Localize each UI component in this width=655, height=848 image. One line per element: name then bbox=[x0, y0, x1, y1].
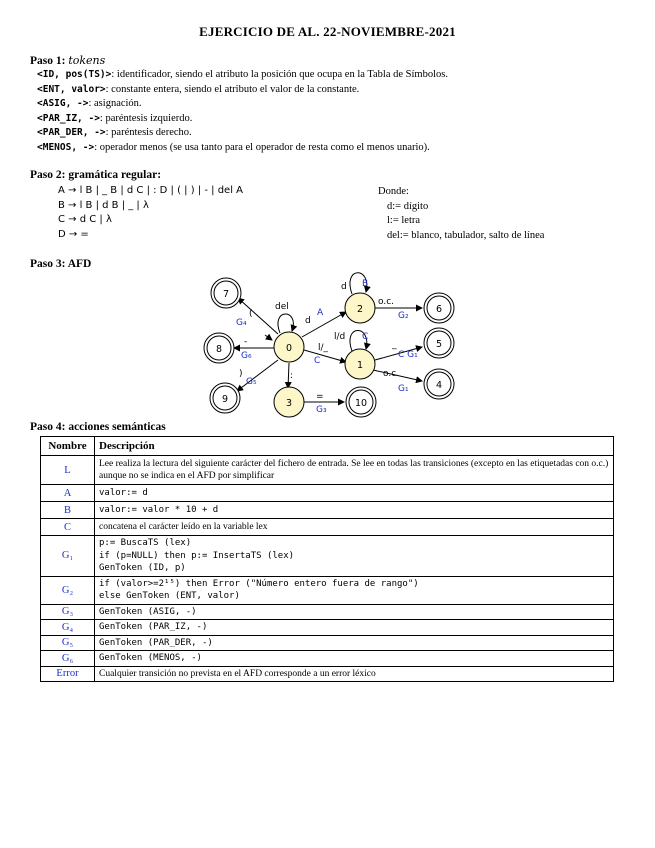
action-label: G₄ bbox=[236, 318, 247, 328]
table-row: G₂ if (valor>=2¹⁵) then Error ("Número entero fuera de rango") else GenToken (ENT, valor) bbox=[41, 576, 614, 604]
table-header-row bbox=[41, 437, 614, 456]
state-0: 0 bbox=[285, 343, 293, 354]
grammar-rule: C → d C | λ bbox=[58, 214, 112, 225]
state-8: 8 bbox=[215, 344, 223, 355]
token-item: <ID, pos(TS)>: identificador, siendo el atributo la posición que ocupa en la Tabla de Símbolos. bbox=[37, 69, 448, 80]
semantic-actions-table bbox=[40, 436, 614, 682]
table-row: A valor:= d bbox=[41, 485, 614, 502]
action-label: A bbox=[317, 308, 324, 318]
action-label: G₃ bbox=[316, 405, 327, 415]
state-6: 6 bbox=[435, 304, 443, 315]
action-label: B bbox=[362, 279, 369, 289]
token-item: <MENOS, ->: operador menos (se usa tanto para el operador de resta como el menos unario). bbox=[37, 141, 430, 153]
edge-label: ) bbox=[239, 369, 243, 379]
edge-label: del bbox=[275, 302, 289, 312]
action-label: C G₁ bbox=[398, 350, 418, 360]
edge-label: ( bbox=[249, 309, 253, 319]
state-5: 5 bbox=[435, 339, 443, 350]
table-row: L Lee realiza la lectura del siguiente carácter del fichero de entrada. Se lee en todas las transiciones (excepto en las etiquetadas con o.c.) aunque no se indica en el AFD por simplificar bbox=[41, 456, 614, 485]
edge-label: l/_ bbox=[318, 343, 329, 353]
edge-label: o.c. bbox=[383, 369, 400, 379]
page-title: EJERCICIO DE AL. 22-NOVIEMBRE-2021 bbox=[199, 24, 456, 39]
edge-label: _ bbox=[392, 340, 397, 350]
table-row: G₁ p:= BuscaTS (lex) if (p=NULL) then p:= InsertaTS (lex) GenToken (ID, p) bbox=[41, 536, 614, 577]
edge-label: - bbox=[244, 337, 248, 347]
token-item: <ENT, valor>: constante entera, siendo el atributo el valor de la constante. bbox=[37, 83, 360, 95]
action-label: G₅ bbox=[246, 377, 257, 387]
table-row: G₃ GenToken (ASIG, -) bbox=[41, 604, 614, 620]
paso4-heading: Paso 4: acciones semánticas bbox=[30, 421, 166, 433]
action-label: G₆ bbox=[241, 351, 252, 361]
state-4: 4 bbox=[435, 380, 443, 391]
state-2: 2 bbox=[356, 304, 364, 315]
grammar-rule: D → = bbox=[58, 228, 89, 240]
state-10: 10 bbox=[354, 398, 368, 409]
token-item: <PAR_DER, ->: paréntesis derecho. bbox=[37, 127, 192, 139]
paso2-heading: Paso 2: gramática regular: bbox=[30, 169, 162, 181]
col-descripcion: Descripción bbox=[95, 437, 614, 456]
edge-label: l/d bbox=[334, 332, 346, 342]
grammar-rule: B → l B | d B | _ | λ bbox=[58, 199, 149, 211]
edge-label: o.c. bbox=[378, 297, 395, 307]
token-item: <ASIG, ->: asignación. bbox=[37, 98, 142, 110]
action-label: C bbox=[362, 332, 369, 342]
paso3-heading: Paso 3: AFD bbox=[30, 258, 92, 270]
state-9: 9 bbox=[221, 394, 229, 405]
token-item: <PAR_IZ, ->: paréntesis izquierdo. bbox=[37, 112, 193, 124]
table-row: C concatena el carácter leído en la variable lex bbox=[41, 519, 614, 536]
state-7: 7 bbox=[222, 289, 230, 300]
grammar-rule: A → l B | _ B | d C | : D | ( | ) | - | del A bbox=[58, 185, 243, 196]
table-row: G₅ GenToken (PAR_DER, -) bbox=[41, 635, 614, 651]
table-row: B valor:= valor * 10 + d bbox=[41, 502, 614, 519]
col-nombre: Nombre bbox=[41, 437, 95, 456]
state-1: 1 bbox=[356, 360, 364, 371]
state-3: 3 bbox=[285, 398, 293, 409]
edge-label: d bbox=[305, 316, 311, 326]
action-label: C bbox=[314, 356, 321, 366]
action-label: G₁ bbox=[398, 384, 409, 394]
table-row: G₆ GenToken (MENOS, -) bbox=[41, 651, 614, 667]
edge-label: d bbox=[341, 282, 347, 292]
action-label: G₂ bbox=[398, 311, 409, 321]
table-row: Error Cualquier transición no prevista en el AFD corresponde a un error léxico bbox=[41, 666, 614, 682]
table-row: G₄ GenToken (PAR_IZ, -) bbox=[41, 620, 614, 636]
edge-label: = bbox=[316, 392, 324, 402]
paso1-heading: Paso 1: tokens bbox=[30, 54, 106, 67]
donde-block: Donde: d:= dígito l:= letra del:= blanco, tabulador, salto de línea bbox=[378, 186, 545, 241]
edge-label: : bbox=[290, 371, 294, 381]
